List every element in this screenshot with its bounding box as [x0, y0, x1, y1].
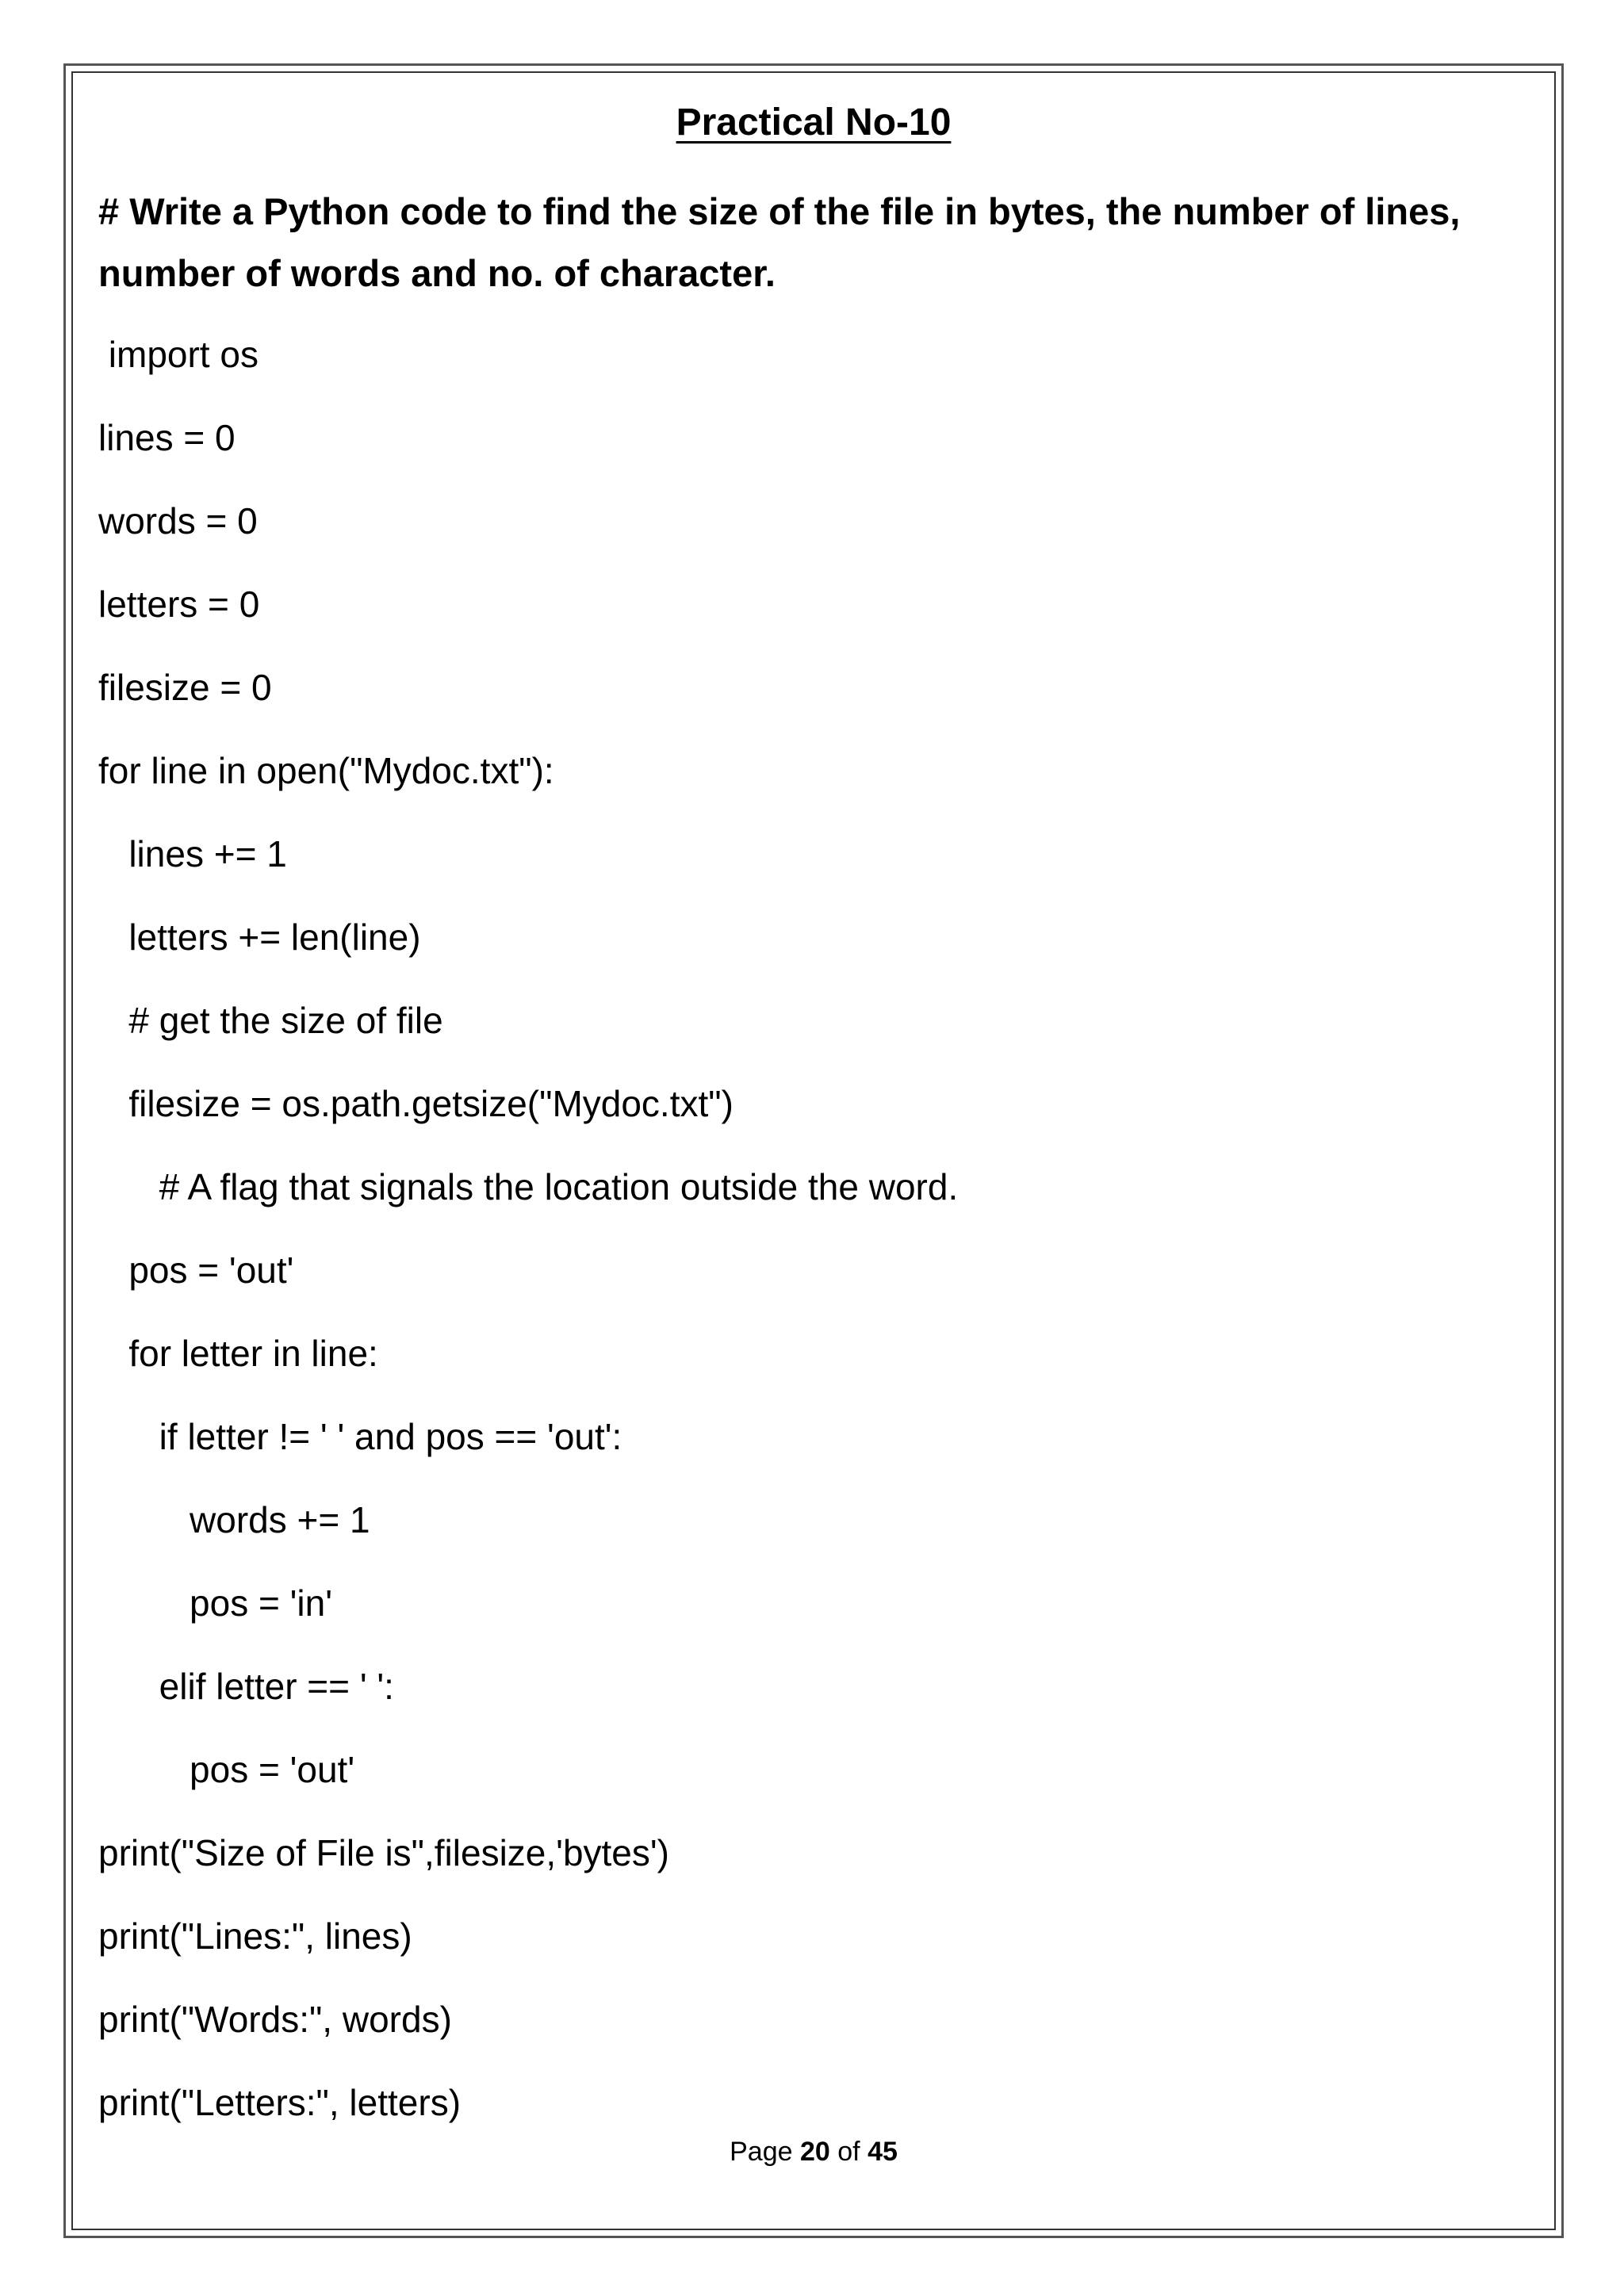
code-line: for line in open("Mydoc.txt"):	[98, 750, 554, 791]
page-title-wrap	[63, 99, 1564, 147]
page-title: Practical No-10	[676, 101, 952, 144]
code-line: import os	[98, 334, 259, 375]
code-line: print("Lines:", lines)	[98, 1915, 412, 1957]
page-current: 20	[799, 2137, 830, 2167]
of-word: of	[837, 2137, 860, 2167]
code-line: lines = 0	[98, 417, 236, 458]
code-line: lines += 1	[98, 833, 287, 874]
question-text: # Write a Python code to find the size of the file in bytes, the number of lines, number of words and no. of character.	[98, 190, 1461, 294]
code-line: pos = 'out'	[98, 1749, 355, 1790]
code-line: filesize = 0	[98, 667, 272, 708]
code-line: if letter != ' ' and pos == 'out':	[98, 1416, 622, 1457]
code-line: letters = 0	[98, 584, 260, 625]
code-line: for letter in line:	[98, 1333, 378, 1374]
code-line: words += 1	[98, 1499, 370, 1540]
code-line: pos = 'out'	[98, 1249, 294, 1291]
page-footer	[63, 2134, 1564, 2169]
code-line: # get the size of file	[98, 1000, 443, 1041]
page-word: Page	[730, 2137, 793, 2167]
code-line: print("Size of File is",filesize,'bytes')	[98, 1832, 669, 1873]
code-line: print("Words:", words)	[98, 1999, 452, 2040]
code-line: filesize = os.path.getsize("Mydoc.txt")	[98, 1083, 733, 1124]
code-line: # A flag that signals the location outside the word.	[98, 1166, 959, 1207]
page-total: 45	[868, 2137, 898, 2167]
code-line: letters += len(line)	[98, 916, 421, 958]
code-line: print("Letters:", letters)	[98, 2082, 462, 2123]
code-block	[98, 323, 1526, 2155]
code-line: elif letter == ' ':	[98, 1666, 394, 1707]
code-line: pos = 'in'	[98, 1582, 332, 1624]
code-line: words = 0	[98, 500, 258, 541]
